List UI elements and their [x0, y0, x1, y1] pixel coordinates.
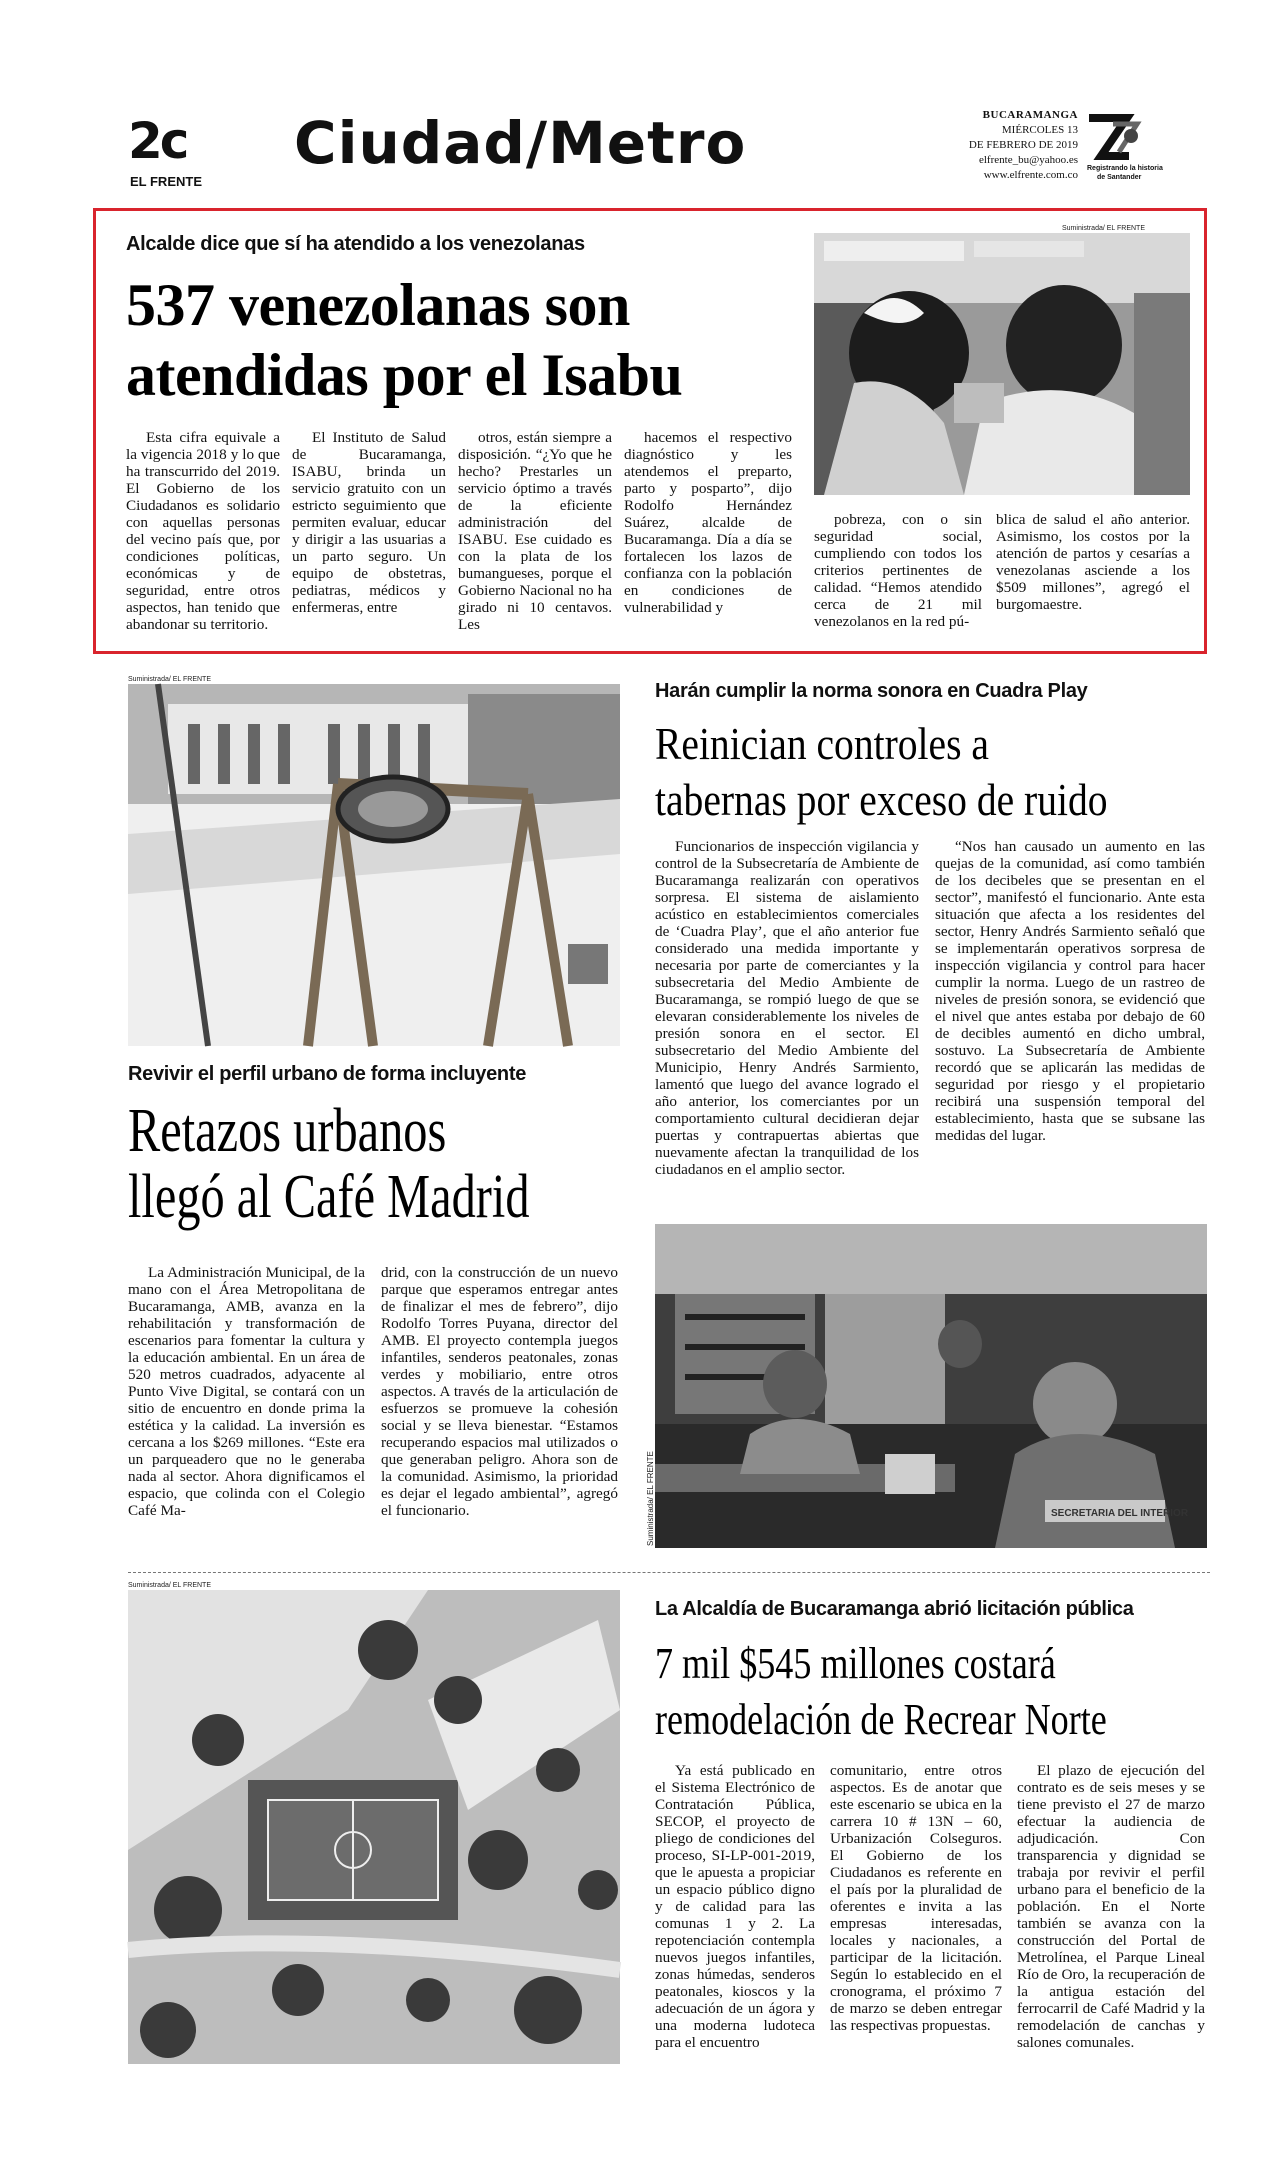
story2-headline-line1: Reinician controles a [655, 718, 989, 769]
story3-body [128, 1264, 624, 1564]
featured-story-frame [93, 208, 1207, 654]
story2-col2: “Nos han causado un aumento en las quejas de la comunidad, así como también de los decibeles que se presentan en el sector”, manifestó el funcionario. Ante esta situación que afecta a los residentes del sector, Henry Andrés Sarmiento señaló que se implementarán operativos sorpresa de inspección vigilancia y control para hacer cumplir la norma. Luego de un rastreo de niveles de presión sonora, se evidenció que el nivel que antes estaba por debajo de 60 de decibles aumentó en dicho umbral, sostuvo. La Subsecretaría de Ambiente recordó que se aplicarán las medidas de seguridad por riesgo y el propietario recibirá una suspensión temporal del establecimiento, hasta que se subsane las medidas del lugar. [935, 838, 1205, 1144]
story1-body [96, 211, 1210, 657]
story4-col3: El plazo de ejecución del contrato es de seis meses y se tiene previsto el 27 de marzo efectuar la audiencia de adjudicación. Con transparencia y dignidad se trabaja por revivir el perfil urbano para el beneficio de la población. En el Norte también se avanza con la construcción del Portal de Metrolínea, el Parque Lineal Río de Oro, la recuperación de la antigua estación del ferrocarril de Café Madrid y la remodelación de canchas y salones comunales. [1017, 1762, 1205, 2051]
story1-col6: blica de salud el año anterior. Asimismo, los costos por la atención de partos y cesarías a venezolanas asciende a los $509 millones”, agregó el burgomaestre. [996, 511, 1190, 613]
story3-photo-credit: Suministrada/ EL FRENTE [128, 676, 211, 683]
story1-headline-line2: atendidas por el Isabu [126, 342, 683, 408]
story4-headline-line1: 7 mil $545 millones costará [655, 1639, 1056, 1688]
story1-col2: El Instituto de Salud de Bucaramanga, ISABU, brinda un servicio gratuito con un estricto seguimiento que permiten evaluar, educar y dirigir a las usuarias a un parto seguro. Un equipo de obstetras, pediatras, médicos y enfermeras, entre [292, 429, 446, 616]
paper-name: EL FRENTE [130, 174, 202, 189]
anniversary-emblem-icon [1083, 108, 1163, 186]
dateline [938, 108, 1078, 183]
section-title: Ciudad/Metro [294, 109, 747, 177]
story4-kicker: La Alcaldía de Bucaramanga abrió licitación pública [655, 1598, 1134, 1620]
story4-photo-credit: Suministrada/ EL FRENTE [128, 1582, 211, 1589]
story2-photo [655, 1224, 1207, 1548]
story2-col1: Funcionarios de inspección vigilancia y control de la Subsecretaría de Ambiente de Bucaramanga realizarán con operativos sorpresa. El sistema de aislamiento acústico en establecimientos comerciales de ‘Cuadra Play’, que el año anterior fue considerado una medida importante y necesaria por parte de comerciantes y la subsecretaria del Medio Ambiente de Bucaramanga, se rompió luego de que se elevaran considerablemente los niveles de presión sonora en el sector. El subsecretario del Medio Ambiente del Municipio, Henry Andrés Sarmiento, lamentó que luego del avance logrado el año anterior, los comerciantes por un comportamiento cultural decidieran dejar puertas y contrapuertas abiertas que nuevamente afectan la tranquilidad de los ciudadanos en el amplio sector. [655, 838, 919, 1178]
story3-kicker: Revivir el perfil urbano de forma incluyente [128, 1063, 527, 1085]
story3-headline-line1: Retazos urbanos [128, 1097, 447, 1165]
story2-headline-line2: tabernas por exceso de ruido [655, 774, 1108, 825]
story2-headline [655, 716, 1215, 834]
story2-body [655, 838, 1210, 1208]
story3-headline-line2: llegó al Café Madrid [128, 1163, 530, 1231]
story4-headline [655, 1636, 1215, 1754]
story4-col1: Ya está publicado en el Sistema Electrónico de Contratación Pública, SECOP, el proyecto de pliego de condiciones del proceso, SI-LP-001-2019, que le apuesta a propiciar un espacio público digno y de calidad para las comunas 1 y 2. La repotenciación contempla nuevos juegos infantiles, zonas húmedas, senderos peatonales, kioscos y la adecuación de un ágora y una moderna ludoteca para el encuentro [655, 1762, 815, 2051]
story2-kicker: Harán cumplir la norma sonora en Cuadra Play [655, 680, 1088, 702]
story3-headline [128, 1098, 648, 1238]
story2-photo-tavern-image [655, 1224, 1207, 1548]
story4-body [655, 1762, 1210, 2072]
story3-col1: La Administración Municipal, de la mano con el Área Metropolitana de Bucaramanga, AMB, avanza en la rehabilitación y transformación de escenarios para fomentar la cultura y la educación ambiental. En un área de 520 metros cuadrados, adyacente al Punto Vive Digital, se contará con un sitio de encuentro en donde prima la estética y la calidad. La inversión es cercana a los $269 millones. “Este era un parqueadero que no le generaba nada al sector. Ahora dignificamos el espacio, que colinda con el Colegio Café Ma- [128, 1264, 365, 1519]
page-header [128, 108, 1163, 198]
svg-text:Registrando la historia: Registrando la historia [1087, 165, 1163, 172]
page-number: 2c [128, 112, 187, 170]
story4-headline-line2: remodelación de Recrear Norte [655, 1695, 1107, 1744]
dateline-city: BUCARAMANGA [982, 109, 1078, 121]
section-divider [128, 1572, 1210, 1573]
story1-photo-credit: Suministrada/ EL FRENTE [1062, 225, 1145, 232]
story1-kicker: Alcalde dice que sí ha atendido a los venezolanas [126, 233, 585, 255]
story3-photo [128, 684, 620, 1046]
story1-col4: hacemos el respectivo diagnóstico y les atendemos el preparto, parto y posparto”, dijo Rodolfo Hernández Suárez, alcalde de Bucaramanga. Día a día se fortalecen los lazos de confianza con la población en condiciones de vulnerabilidad y [624, 429, 792, 616]
dateline-website: www.elfrente.com.co [983, 169, 1078, 181]
story1-headline-line1: 537 venezolanas son [126, 272, 630, 338]
dateline-email: elfrente_bu@yahoo.es [978, 154, 1078, 166]
story4-col2: comunitario, entre otros aspectos. Es de anotar que este escenario se ubica en la carrera 10 # 13N – 60, Urbanización Colseguros. El Gobierno de los Ciudadanos es referente en el país por la pluralidad de oferentes e invita a las empresas interesadas, locales y nacionales, a participar de la licitación. Según lo establecido en el cronograma, el próximo 7 de marzo se deben entregar las respectivas propuestas. [830, 1762, 1002, 2034]
dateline-day: MIÉRCOLES 13 [1001, 124, 1078, 136]
story4-photo-rendering-image [128, 1590, 620, 2064]
story3-photo-swing-image [128, 684, 620, 1046]
story4-photo [128, 1590, 620, 2064]
story3-col2: drid, con la construcción de un nuevo parque que esperamos entregar antes de finalizar el mes de febrero”, dijo Rodolfo Torres Puyana, director del AMB. El proyecto contempla juegos infantiles, senderos peatonales, zonas verdes y mobiliario, entre otros aspectos. A través de la articulación de esfuerzos se promueve la cohesión social y se lleva bienestar. “Estamos recuperando espacios mal utilizados o que generaban peligro. Ahora son de la comunidad. Asimismo, la prioridad es dejar el legado ambiental”, agregó el funcionario. [381, 1264, 618, 1519]
svg-text:de Santander: de Santander [1097, 174, 1142, 181]
story1-col1: Esta cifra equivale a la vigencia 2018 y lo que ha transcurrido del 2019. El Gobierno de los Ciudadanos es solidario con aquellas personas del vecino país que, por condiciones políticas, económicas y de seguridad, entre otros aspectos, han tenido que abandonar su territorio. [126, 429, 280, 633]
story1-col3: otros, están siempre a disposición. “¿Yo que he hecho? Prestarles un servicio óptimo a través de la eficiente administración del ISABU. Ese cuidado es con la plata de los bumangueses, porque el Gobierno Nacional no ha girado ni 10 centavos. Les [458, 429, 612, 633]
story2-photo-credit: Suministrada/ EL FRENTE [646, 1451, 655, 1546]
story1-col5: pobreza, con o sin seguridad social, cumpliendo con todos los criterios pertinentes de calidad. “Hemos atendido cerca de 21 mil venezolanos en la red pú- [814, 511, 982, 630]
dateline-date: DE FEBRERO DE 2019 [968, 139, 1078, 151]
vest-label: SECRETARIA DEL INTERIOR [1051, 1508, 1189, 1519]
